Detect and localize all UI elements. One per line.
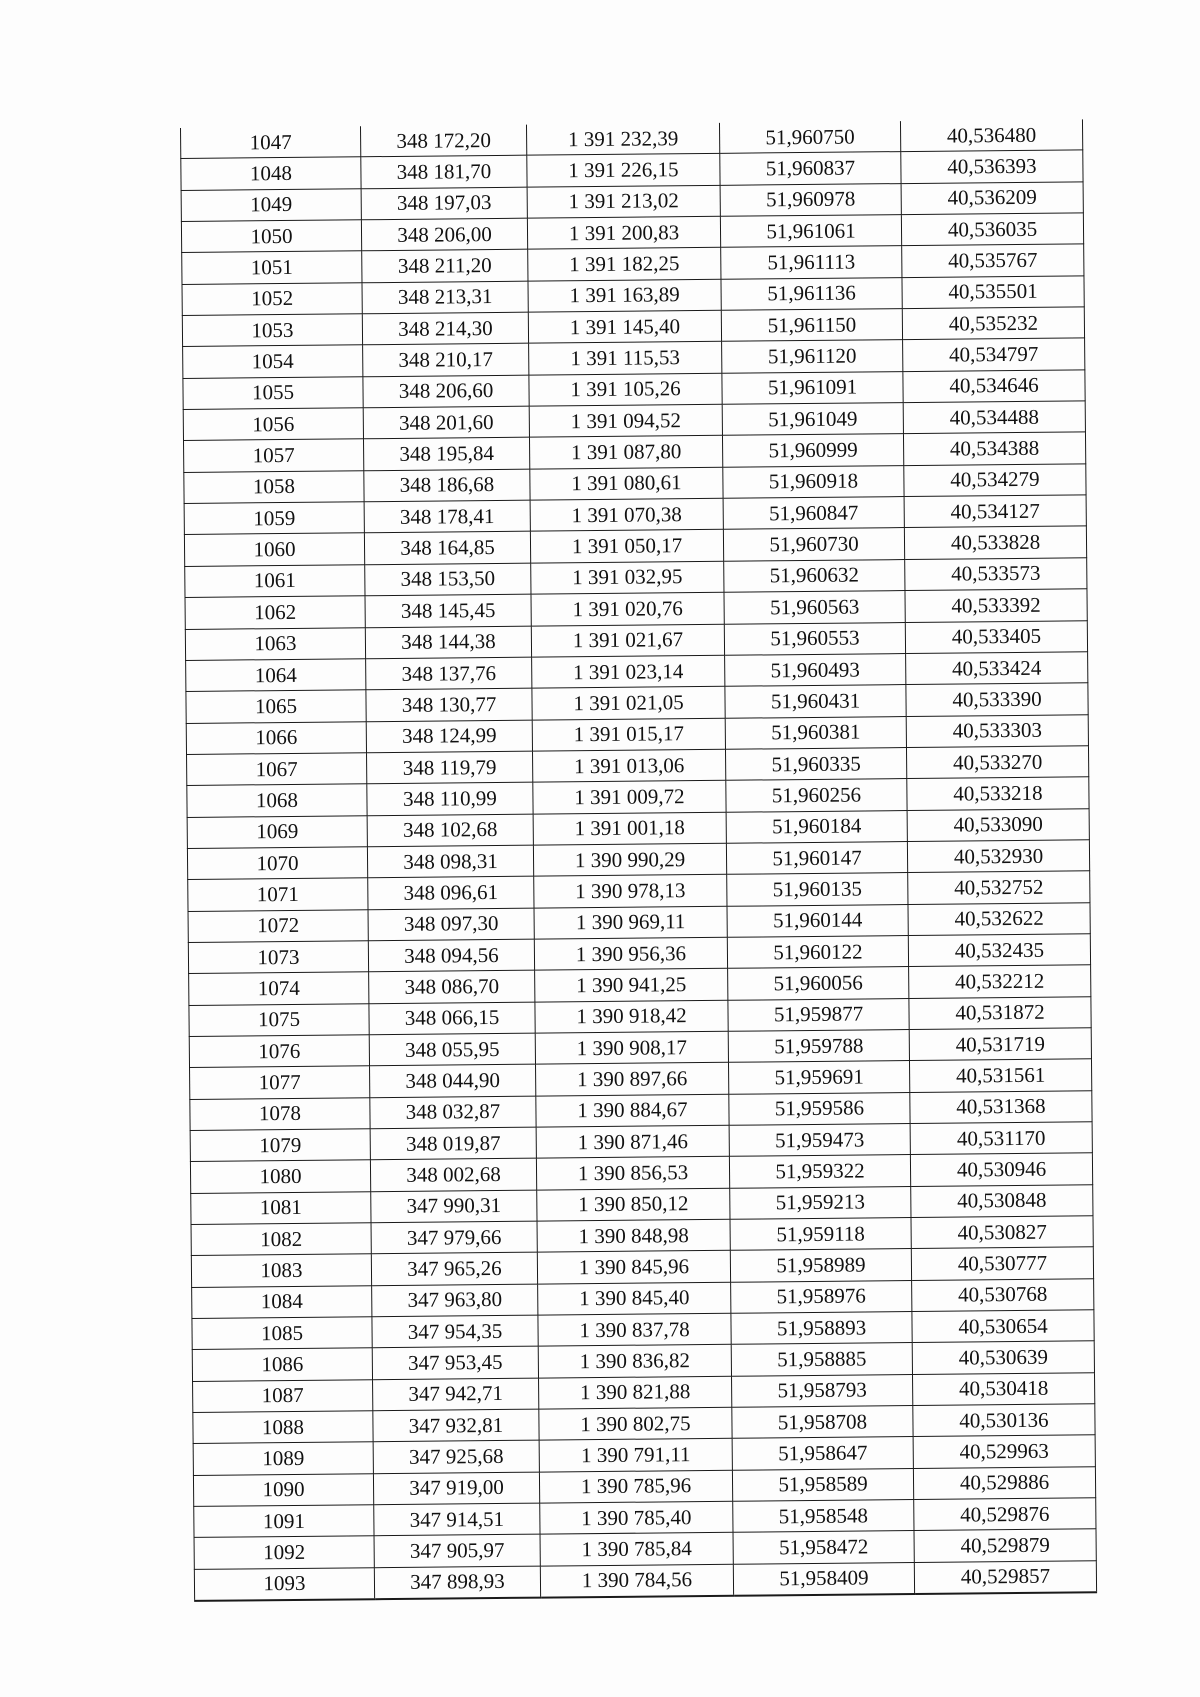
y-coordinate-cell: 1 391 021,05 (532, 686, 725, 719)
x-coordinate-cell: 348 172,20 (360, 125, 526, 157)
point-number-cell: 1073 (188, 941, 368, 974)
point-number-cell: 1057 (184, 439, 364, 472)
point-number-cell: 1082 (191, 1223, 371, 1256)
point-number-cell: 1067 (187, 753, 367, 786)
longitude-cell: 40,535501 (902, 276, 1084, 309)
x-coordinate-cell: 348 206,00 (361, 218, 527, 251)
longitude-cell: 40,529876 (914, 1498, 1096, 1531)
point-number-cell: 1090 (193, 1473, 373, 1506)
y-coordinate-cell: 1 391 232,39 (526, 123, 719, 156)
x-coordinate-cell: 348 211,20 (362, 250, 528, 283)
y-coordinate-cell: 1 390 848,98 (537, 1219, 730, 1252)
x-coordinate-cell: 348 186,68 (364, 469, 530, 502)
point-number-cell: 1085 (192, 1317, 372, 1350)
x-coordinate-cell: 348 201,60 (363, 406, 529, 439)
point-number-cell: 1056 (183, 408, 363, 441)
y-coordinate-cell: 1 390 956,36 (534, 937, 727, 970)
y-coordinate-cell: 1 390 837,78 (538, 1313, 731, 1346)
point-number-cell: 1077 (190, 1066, 370, 1099)
point-number-cell: 1079 (190, 1129, 370, 1162)
point-number-cell: 1072 (188, 909, 368, 942)
longitude-cell: 40,529886 (913, 1467, 1095, 1500)
latitude-cell: 51,960563 (724, 591, 905, 624)
y-coordinate-cell: 1 391 200,83 (527, 216, 720, 249)
longitude-cell: 40,530827 (911, 1216, 1093, 1249)
y-coordinate-cell: 1 390 821,88 (539, 1376, 732, 1409)
point-number-cell: 1080 (190, 1160, 370, 1193)
y-coordinate-cell: 1 391 015,17 (532, 718, 725, 751)
x-coordinate-cell: 348 181,70 (361, 156, 527, 189)
longitude-cell: 40,533828 (904, 526, 1086, 559)
y-coordinate-cell: 1 390 836,82 (538, 1345, 731, 1378)
x-coordinate-cell: 347 919,00 (373, 1472, 539, 1505)
longitude-cell: 40,535232 (902, 307, 1084, 340)
x-coordinate-cell: 348 097,30 (368, 908, 534, 941)
x-coordinate-cell: 348 032,87 (370, 1096, 536, 1129)
latitude-cell: 51,961150 (721, 309, 902, 342)
latitude-cell: 51,958885 (731, 1343, 912, 1376)
y-coordinate-cell: 1 391 020,76 (531, 592, 724, 625)
y-coordinate-cell: 1 391 182,25 (528, 248, 721, 281)
latitude-cell: 51,961136 (721, 277, 902, 310)
point-number-cell: 1074 (189, 972, 369, 1005)
y-coordinate-cell: 1 391 163,89 (528, 279, 721, 312)
latitude-cell: 51,958548 (733, 1500, 914, 1533)
x-coordinate-cell: 348 055,95 (369, 1033, 535, 1066)
y-coordinate-cell: 1 390 918,42 (535, 1000, 728, 1033)
latitude-cell: 51,960144 (727, 904, 908, 937)
point-number-cell: 1084 (192, 1285, 372, 1318)
longitude-cell: 40,529963 (913, 1435, 1095, 1468)
y-coordinate-cell: 1 391 213,02 (527, 185, 720, 218)
point-number-cell: 1063 (185, 627, 365, 660)
x-coordinate-cell: 348 210,17 (363, 344, 529, 377)
y-coordinate-cell: 1 390 845,96 (537, 1251, 730, 1284)
x-coordinate-cell: 348 094,56 (368, 939, 534, 972)
longitude-cell: 40,533424 (906, 652, 1088, 685)
point-number-cell: 1066 (186, 721, 366, 754)
latitude-cell: 51,959877 (728, 998, 909, 1031)
latitude-cell: 51,959118 (730, 1218, 911, 1251)
y-coordinate-cell: 1 390 908,17 (535, 1031, 728, 1064)
x-coordinate-cell: 347 953,45 (372, 1347, 538, 1380)
longitude-cell: 40,530654 (912, 1310, 1094, 1343)
x-coordinate-cell: 348 102,68 (367, 814, 533, 847)
x-coordinate-cell: 348 086,70 (369, 970, 535, 1003)
latitude-cell: 51,960147 (726, 841, 907, 874)
longitude-cell: 40,533573 (905, 558, 1087, 591)
point-number-cell: 1086 (192, 1348, 372, 1381)
longitude-cell: 40,532435 (908, 934, 1090, 967)
longitude-cell: 40,532930 (907, 840, 1089, 873)
latitude-cell: 51,960918 (723, 465, 904, 498)
x-coordinate-cell: 348 110,99 (367, 782, 533, 815)
latitude-cell: 51,958989 (730, 1249, 911, 1282)
point-number-cell: 1091 (194, 1505, 374, 1538)
longitude-cell: 40,534388 (903, 432, 1085, 465)
latitude-cell: 51,960999 (722, 434, 903, 467)
longitude-cell: 40,533390 (906, 683, 1088, 716)
longitude-cell: 40,531872 (909, 996, 1091, 1029)
x-coordinate-cell: 347 954,35 (372, 1315, 538, 1348)
latitude-cell: 51,961091 (722, 371, 903, 404)
y-coordinate-cell: 1 391 001,18 (533, 812, 726, 845)
latitude-cell: 51,961120 (722, 340, 903, 373)
latitude-cell: 51,958893 (731, 1312, 912, 1345)
latitude-cell: 51,959322 (729, 1155, 910, 1188)
point-number-cell: 1059 (184, 502, 364, 535)
latitude-cell: 51,958589 (732, 1468, 913, 1501)
point-number-cell: 1069 (187, 815, 367, 848)
latitude-cell: 51,960431 (725, 685, 906, 718)
latitude-cell: 51,960632 (724, 559, 905, 592)
y-coordinate-cell: 1 390 802,75 (539, 1407, 732, 1440)
x-coordinate-cell: 348 002,68 (370, 1158, 536, 1191)
y-coordinate-cell: 1 391 023,14 (532, 655, 725, 688)
x-coordinate-cell: 348 130,77 (366, 688, 532, 721)
x-coordinate-cell: 348 137,76 (366, 657, 532, 690)
x-coordinate-cell: 348 214,30 (362, 312, 528, 345)
x-coordinate-cell: 348 144,38 (365, 626, 531, 659)
x-coordinate-cell: 347 914,51 (374, 1503, 540, 1536)
longitude-cell: 40,534797 (903, 338, 1085, 371)
latitude-cell: 51,958409 (733, 1562, 914, 1596)
y-coordinate-cell: 1 390 941,25 (535, 969, 728, 1002)
longitude-cell: 40,532752 (908, 871, 1090, 904)
longitude-cell: 40,530777 (911, 1247, 1093, 1280)
longitude-cell: 40,531561 (909, 1059, 1091, 1092)
longitude-cell: 40,531368 (910, 1090, 1092, 1123)
latitude-cell: 51,959586 (729, 1092, 910, 1125)
x-coordinate-cell: 347 925,68 (373, 1441, 539, 1474)
point-number-cell: 1093 (194, 1568, 374, 1602)
point-number-cell: 1081 (191, 1191, 371, 1224)
longitude-cell: 40,535767 (902, 244, 1084, 277)
x-coordinate-cell: 347 942,71 (373, 1378, 539, 1411)
point-number-cell: 1047 (180, 126, 360, 159)
point-number-cell: 1070 (187, 847, 367, 880)
longitude-cell: 40,530136 (913, 1404, 1095, 1437)
point-number-cell: 1050 (181, 220, 361, 253)
longitude-cell: 40,533303 (906, 714, 1088, 747)
longitude-cell: 40,530768 (912, 1279, 1094, 1312)
x-coordinate-cell: 348 164,85 (364, 532, 530, 565)
x-coordinate-cell: 347 979,66 (371, 1221, 537, 1254)
coordinates-table-body (180, 119, 1096, 1601)
y-coordinate-cell: 1 390 978,13 (534, 875, 727, 908)
y-coordinate-cell: 1 390 856,53 (536, 1157, 729, 1190)
latitude-cell: 51,959691 (728, 1061, 909, 1094)
y-coordinate-cell: 1 390 784,56 (540, 1564, 733, 1598)
x-coordinate-cell: 347 932,81 (373, 1409, 539, 1442)
point-number-cell: 1054 (183, 345, 363, 378)
point-number-cell: 1052 (182, 282, 362, 315)
y-coordinate-cell: 1 391 050,17 (530, 530, 723, 563)
point-number-cell: 1075 (189, 1003, 369, 1036)
y-coordinate-cell: 1 391 032,95 (531, 561, 724, 594)
y-coordinate-cell: 1 391 094,52 (529, 404, 722, 437)
latitude-cell: 51,960837 (720, 152, 901, 185)
latitude-cell: 51,960553 (724, 622, 905, 655)
point-number-cell: 1087 (193, 1379, 373, 1412)
longitude-cell: 40,533392 (905, 589, 1087, 622)
longitude-cell: 40,530639 (912, 1341, 1094, 1374)
point-number-cell: 1071 (188, 878, 368, 911)
longitude-cell: 40,533270 (906, 746, 1088, 779)
latitude-cell: 51,959473 (729, 1124, 910, 1157)
x-coordinate-cell: 348 124,99 (366, 720, 532, 753)
longitude-cell: 40,530418 (912, 1373, 1094, 1406)
x-coordinate-cell: 347 905,97 (374, 1535, 540, 1568)
y-coordinate-cell: 1 391 105,26 (529, 373, 722, 406)
longitude-cell: 40,533090 (907, 808, 1089, 841)
point-number-cell: 1065 (186, 690, 366, 723)
latitude-cell: 51,960335 (725, 747, 906, 780)
latitude-cell: 51,961061 (720, 215, 901, 248)
x-coordinate-cell: 348 195,84 (363, 438, 529, 471)
latitude-cell: 51,959788 (728, 1030, 909, 1063)
x-coordinate-cell: 348 213,31 (362, 281, 528, 314)
y-coordinate-cell: 1 391 013,06 (532, 749, 725, 782)
y-coordinate-cell: 1 390 969,11 (534, 906, 727, 939)
x-coordinate-cell: 348 044,90 (370, 1064, 536, 1097)
point-number-cell: 1060 (184, 533, 364, 566)
x-coordinate-cell: 348 098,31 (367, 845, 533, 878)
latitude-cell: 51,958976 (731, 1280, 912, 1313)
x-coordinate-cell: 348 145,45 (365, 594, 531, 627)
longitude-cell: 40,536393 (901, 150, 1083, 183)
point-number-cell: 1062 (185, 596, 365, 629)
latitude-cell: 51,960184 (726, 810, 907, 843)
point-number-cell: 1049 (181, 188, 361, 221)
latitude-cell: 51,960750 (719, 121, 900, 154)
x-coordinate-cell: 348 066,15 (369, 1002, 535, 1035)
longitude-cell: 40,534279 (904, 464, 1086, 497)
y-coordinate-cell: 1 391 115,53 (529, 342, 722, 375)
y-coordinate-cell: 1 391 226,15 (527, 154, 720, 187)
x-coordinate-cell: 347 965,26 (371, 1252, 537, 1285)
x-coordinate-cell: 347 990,31 (371, 1190, 537, 1223)
longitude-cell: 40,534127 (904, 495, 1086, 528)
point-number-cell: 1051 (182, 251, 362, 284)
x-coordinate-cell: 348 178,41 (364, 500, 530, 533)
point-number-cell: 1088 (193, 1411, 373, 1444)
y-coordinate-cell: 1 391 087,80 (529, 436, 722, 469)
point-number-cell: 1068 (187, 784, 367, 817)
point-number-cell: 1061 (185, 565, 365, 598)
x-coordinate-cell: 348 019,87 (370, 1127, 536, 1160)
longitude-cell: 40,532622 (908, 902, 1090, 935)
latitude-cell: 51,961113 (721, 246, 902, 279)
point-number-cell: 1048 (181, 157, 361, 190)
latitude-cell: 51,958793 (732, 1374, 913, 1407)
y-coordinate-cell: 1 390 990,29 (533, 843, 726, 876)
y-coordinate-cell: 1 390 850,12 (537, 1188, 730, 1221)
x-coordinate-cell: 348 206,60 (363, 375, 529, 408)
longitude-cell: 40,536480 (900, 119, 1082, 152)
latitude-cell: 51,958708 (732, 1406, 913, 1439)
point-number-cell: 1089 (193, 1442, 373, 1475)
x-coordinate-cell: 347 898,93 (374, 1566, 540, 1599)
latitude-cell: 51,958472 (733, 1531, 914, 1564)
x-coordinate-cell: 348 096,61 (368, 876, 534, 909)
longitude-cell: 40,529857 (914, 1561, 1096, 1595)
latitude-cell: 51,960056 (728, 967, 909, 1000)
y-coordinate-cell: 1 390 845,40 (538, 1282, 731, 1315)
y-coordinate-cell: 1 390 871,46 (536, 1125, 729, 1158)
latitude-cell: 51,960978 (720, 183, 901, 216)
longitude-cell: 40,529879 (914, 1529, 1096, 1562)
y-coordinate-cell: 1 391 070,38 (530, 498, 723, 531)
x-coordinate-cell: 348 197,03 (361, 187, 527, 220)
point-number-cell: 1092 (194, 1536, 374, 1569)
y-coordinate-cell: 1 390 785,96 (539, 1470, 732, 1503)
longitude-cell: 40,531170 (910, 1122, 1092, 1155)
x-coordinate-cell: 348 153,50 (365, 563, 531, 596)
y-coordinate-cell: 1 391 009,72 (533, 781, 726, 814)
latitude-cell: 51,958647 (732, 1437, 913, 1470)
longitude-cell: 40,534646 (903, 370, 1085, 403)
y-coordinate-cell: 1 390 884,67 (536, 1094, 729, 1127)
x-coordinate-cell: 348 119,79 (367, 751, 533, 784)
latitude-cell: 51,960256 (726, 779, 907, 812)
point-number-cell: 1053 (182, 314, 362, 347)
latitude-cell: 51,960135 (727, 873, 908, 906)
y-coordinate-cell: 1 391 145,40 (528, 310, 721, 343)
x-coordinate-cell: 347 963,80 (372, 1284, 538, 1317)
y-coordinate-cell: 1 390 785,84 (540, 1533, 733, 1566)
point-number-cell: 1078 (190, 1097, 370, 1130)
latitude-cell: 51,960122 (727, 935, 908, 968)
latitude-cell: 51,961049 (722, 403, 903, 436)
latitude-cell: 51,960381 (725, 716, 906, 749)
latitude-cell: 51,959213 (730, 1186, 911, 1219)
longitude-cell: 40,530946 (910, 1153, 1092, 1186)
point-number-cell: 1064 (186, 659, 366, 692)
point-number-cell: 1055 (183, 377, 363, 410)
y-coordinate-cell: 1 390 791,11 (539, 1439, 732, 1472)
latitude-cell: 51,960847 (723, 497, 904, 530)
point-number-cell: 1058 (184, 471, 364, 504)
longitude-cell: 40,533218 (907, 777, 1089, 810)
longitude-cell: 40,533405 (905, 620, 1087, 653)
longitude-cell: 40,536035 (901, 213, 1083, 246)
point-number-cell: 1083 (191, 1254, 371, 1287)
latitude-cell: 51,960730 (723, 528, 904, 561)
longitude-cell: 40,530848 (911, 1184, 1093, 1217)
latitude-cell: 51,960493 (725, 653, 906, 686)
y-coordinate-cell: 1 390 785,40 (540, 1501, 733, 1534)
y-coordinate-cell: 1 391 021,67 (531, 624, 724, 657)
longitude-cell: 40,532212 (909, 965, 1091, 998)
y-coordinate-cell: 1 391 080,61 (530, 467, 723, 500)
longitude-cell: 40,531719 (909, 1028, 1091, 1061)
y-coordinate-cell: 1 390 897,66 (536, 1063, 729, 1096)
longitude-cell: 40,536209 (901, 182, 1083, 215)
point-number-cell: 1076 (189, 1035, 369, 1068)
longitude-cell: 40,534488 (903, 401, 1085, 434)
coordinates-table (180, 119, 1097, 1602)
